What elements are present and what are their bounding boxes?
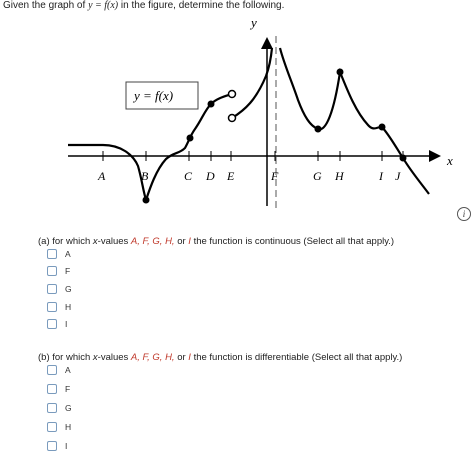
curve-rise-to-E [146,94,232,200]
point-B-min [143,197,150,204]
label-J: J [395,169,401,183]
option-b-I[interactable]: I [47,440,67,452]
option-a-I[interactable]: I [47,318,67,330]
label-C: C [184,169,193,183]
checkbox[interactable] [47,302,57,312]
y-axis-label: y [251,15,257,30]
point-C [187,135,194,142]
option-a-A[interactable]: A [47,248,71,260]
option-a-G[interactable]: G [47,283,72,295]
option-b-G[interactable]: G [47,402,72,414]
checkbox[interactable] [47,403,57,413]
curve-pre-asymptote [232,48,272,118]
option-a-H[interactable]: H [47,301,71,313]
point-D [208,101,215,108]
label-A: A [98,169,106,183]
label-G: G [313,169,322,183]
checkbox[interactable] [47,441,57,451]
open-point-E-bottom [229,115,236,122]
question-b-text: (b) for which x-values A, F, G, H, or I the function is differentiable (Select all that apply.) [38,352,403,363]
point-I [379,124,386,131]
checkbox[interactable] [47,284,57,294]
checkbox[interactable] [47,365,57,375]
option-b-H[interactable]: H [47,421,71,433]
label-E: E [227,169,235,183]
point-H-cusp [337,69,344,76]
checkbox[interactable] [47,249,57,259]
x-axis-label: x [447,153,453,168]
label-I: I [379,169,383,183]
function-notation: y = f(x) [88,0,119,11]
checkbox[interactable] [47,422,57,432]
option-a-F[interactable]: F [47,265,70,277]
checkbox[interactable] [47,319,57,329]
problem-statement: Given the graph of y = f(x) in the figure, determine the following. [3,0,285,11]
checkbox[interactable] [47,266,57,276]
label-H: H [335,169,344,183]
option-b-A[interactable]: A [47,364,71,376]
open-point-E-top [229,91,236,98]
option-b-F[interactable]: F [47,383,70,395]
point-J-zero [400,155,407,162]
question-a-text: (a) for which x-values A, F, G, H, or I the function is continuous (Select all that apply.) [38,236,395,247]
function-graph [0,14,474,214]
function-label: y = f(x) [134,88,174,103]
curve-left-flat [68,145,146,200]
label-F: F [271,169,279,183]
label-B: B [141,169,149,183]
label-D: D [206,169,215,183]
info-icon[interactable]: i [457,207,471,221]
curve-post-asymptote [280,48,429,194]
checkbox[interactable] [47,384,57,394]
point-G-min [315,126,322,133]
